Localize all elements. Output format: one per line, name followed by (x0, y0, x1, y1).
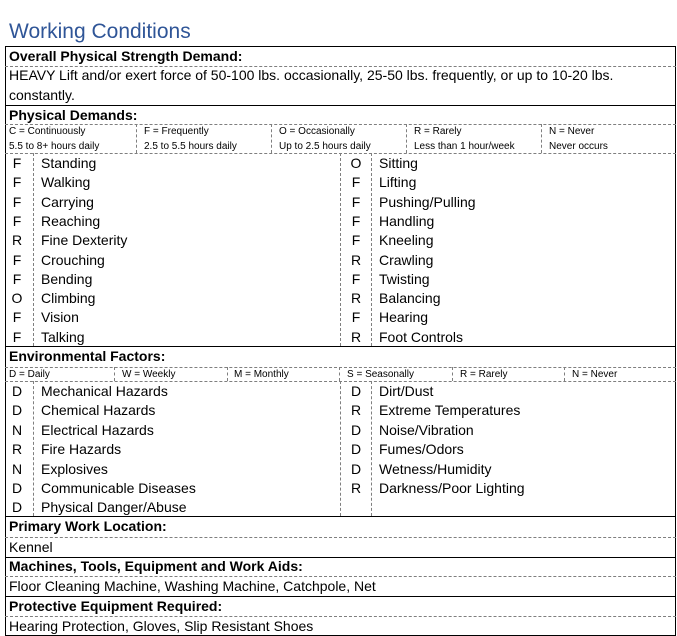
demand-label: Vision (41, 309, 79, 326)
legend-desc: 2.5 to 5.5 hours daily (144, 141, 237, 152)
legend-desc: Less than 1 hour/week (414, 141, 515, 152)
demand-code: R (350, 251, 362, 268)
legend-desc: 5.5 to 8+ hours daily (9, 141, 100, 152)
demand-code: N (11, 460, 23, 477)
demand-label: Fire Hazards (41, 441, 122, 458)
demand-code: D (350, 441, 362, 458)
legend-divider (271, 124, 272, 153)
demand-label: Climbing (41, 290, 96, 307)
demand-code: F (351, 212, 361, 229)
demand-code: D (11, 499, 23, 516)
column-divider (371, 153, 372, 346)
legend-divider (564, 367, 565, 381)
divider (5, 537, 676, 538)
strength-header: Overall Physical Strength Demand: (9, 48, 243, 64)
demand-label: Crawling (379, 251, 434, 268)
legend-code: D = Daily (9, 369, 50, 380)
demand-label: Pushing/Pulling (379, 193, 476, 210)
demand-code: D (11, 402, 23, 419)
legend-desc: Up to 2.5 hours daily (279, 141, 371, 152)
demand-label: Balancing (379, 290, 441, 307)
demand-label: Talking (41, 328, 85, 345)
tools-value: Floor Cleaning Machine, Washing Machine, Catchpole, Net (9, 578, 376, 594)
demand-label: Handling (379, 212, 435, 229)
legend-code: C = Continuously (9, 126, 86, 137)
legend-desc: Never occurs (549, 141, 608, 152)
demand-label: Hearing (379, 309, 429, 326)
demand-code: D (11, 480, 23, 496)
demand-code: O (11, 290, 23, 307)
legend-code: R = Rarely (460, 369, 508, 380)
column-divider (371, 381, 372, 516)
demand-label: Chemical Hazards (41, 402, 156, 419)
legend-divider (541, 124, 542, 153)
demand-code: F (351, 270, 361, 287)
demand-label: Crouching (41, 251, 105, 268)
page-title: Working Conditions (9, 20, 191, 43)
demand-label: Communicable Diseases (41, 480, 196, 496)
demand-label: Electrical Hazards (41, 421, 154, 438)
column-divider (33, 153, 34, 346)
location-header: Primary Work Location: (9, 518, 167, 534)
demand-code: D (350, 421, 362, 438)
demand-code: F (12, 212, 22, 229)
demand-label: Dirt/Dust (379, 383, 434, 399)
legend-code: S = Seasonally (347, 369, 414, 380)
legend-code: F = Frequently (144, 126, 209, 137)
legend-divider (114, 367, 115, 381)
protective-value: Hearing Protection, Gloves, Slip Resistant Shoes (9, 618, 314, 634)
tools-header: Machines, Tools, Equipment and Work Aids: (9, 558, 303, 574)
demand-label: Foot Controls (379, 328, 464, 345)
demand-label: Darkness/Poor Lighting (379, 480, 525, 496)
legend-code: R = Rarely (414, 126, 462, 137)
column-divider (340, 381, 341, 516)
protective-header: Protective Equipment Required: (9, 598, 223, 614)
demand-label: Mechanical Hazards (41, 383, 168, 399)
legend-divider (136, 124, 137, 153)
location-value: Kennel (9, 539, 53, 555)
strength-text-line2: constantly. (9, 87, 75, 103)
legend-code: O = Occasionally (279, 126, 355, 137)
demand-label: Twisting (379, 270, 430, 287)
demand-code: F (12, 155, 22, 171)
physical-header: Physical Demands: (9, 107, 138, 123)
strength-text-line1: HEAVY Lift and/or exert force of 50-100 lbs. occasionally, 25-50 lbs. frequently, or up to 10-20 lbs. (9, 67, 614, 83)
legend-divider (227, 367, 228, 381)
demand-label: Fine Dexterity (41, 232, 128, 249)
column-divider (33, 381, 34, 516)
legend-divider (452, 367, 453, 381)
demand-label: Sitting (379, 155, 418, 171)
demand-label: Bending (41, 270, 93, 287)
demand-code: D (350, 460, 362, 477)
demand-code: F (351, 232, 361, 249)
demand-label: Wetness/Humidity (379, 460, 492, 477)
demand-code: F (12, 174, 22, 191)
demand-code: D (350, 383, 362, 399)
demand-code: N (11, 421, 23, 438)
demand-code: R (350, 290, 362, 307)
demand-code: D (11, 383, 23, 399)
legend-divider (406, 124, 407, 153)
demand-code: O (350, 155, 362, 171)
demand-code: F (12, 270, 22, 287)
demand-label: Extreme Temperatures (379, 402, 521, 419)
demand-code: F (12, 309, 22, 326)
demand-code: F (12, 328, 22, 345)
demand-label: Walking (41, 174, 91, 191)
demand-code: R (11, 232, 23, 249)
demand-label: Noise/Vibration (379, 421, 474, 438)
demand-code: F (351, 309, 361, 326)
legend-divider (339, 367, 340, 381)
demand-label: Carrying (41, 193, 94, 210)
demand-label: Standing (41, 155, 97, 171)
column-divider (340, 153, 341, 346)
demand-label: Lifting (379, 174, 417, 191)
demand-label: Explosives (41, 460, 108, 477)
legend-code: N = Never (549, 126, 595, 137)
demand-code: F (351, 193, 361, 210)
demand-code: F (12, 251, 22, 268)
demand-label: Physical Danger/Abuse (41, 499, 187, 516)
legend-code: M = Monthly (234, 369, 289, 380)
demand-code: F (351, 174, 361, 191)
legend-code: W = Weekly (122, 369, 176, 380)
demand-code: R (11, 441, 23, 458)
environmental-header: Environmental Factors: (9, 348, 166, 364)
demand-label: Fumes/Odors (379, 441, 464, 458)
demand-label: Kneeling (379, 232, 434, 249)
demand-code: F (12, 193, 22, 210)
demand-code: R (350, 328, 362, 345)
demand-label: Reaching (41, 212, 101, 229)
demand-code: R (350, 480, 362, 496)
legend-code: N = Never (572, 369, 618, 380)
demand-code: R (350, 402, 362, 419)
